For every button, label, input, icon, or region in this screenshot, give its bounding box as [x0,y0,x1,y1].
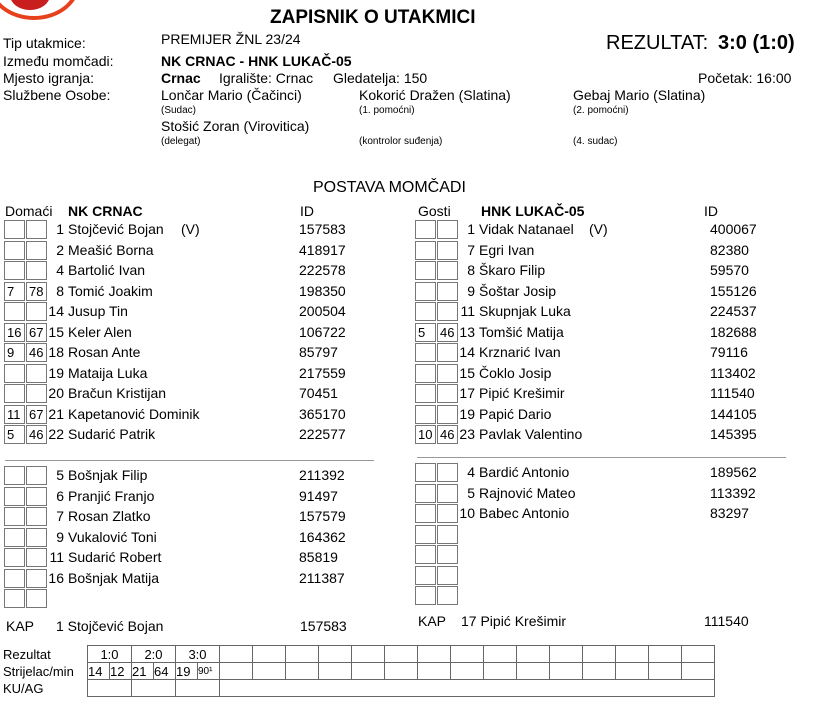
home-bench-id: 85819 [299,549,338,565]
away-bench-box-1 [415,525,436,544]
home-player-name: Kapetanović Dominik [68,405,200,422]
result-label: REZULTAT: [606,32,709,54]
home-bench-box-1 [4,548,25,567]
home-player-tag: (V) [181,221,200,237]
away-player-number: 7 [467,241,475,258]
result-value: 3:0 (1:0) [718,32,795,54]
home-sub-minute-box [4,384,25,403]
away-sub-minute-box: 5 [415,323,436,342]
home-player-number: 18 [48,344,64,360]
away-player-name: Pipić Krešimir [479,385,565,401]
away-bench-id: 83297 [710,505,749,521]
home-bench-number [34,589,64,608]
home-player-number: 22 [48,426,64,442]
home-player-name: Keler Alen [68,323,132,340]
away-player-name: Čoklo Josip [479,364,552,381]
delegate-name: Stošić Zoran (Virovitica) [161,118,310,134]
away-bench-number [445,586,475,605]
away-player-id: 59570 [710,262,749,278]
away-player-number: 11 [460,303,475,319]
score-cell: 3:0 [176,646,220,663]
away-bench-name: Babec Antonio [479,505,570,521]
home-sub-number-box: 67 [26,405,47,424]
home-bench-name: Vukalović Toni [68,528,157,545]
away-bench-number [445,525,475,544]
home-player-name: Meašić Borna [68,241,154,258]
score-cell: 2:0 [132,646,176,663]
home-player-id: 365170 [299,405,346,422]
away-sub-minute-box [415,405,436,424]
home-player-id: 70451 [299,385,338,401]
away-bench-box-1 [415,566,436,585]
away-bench-box-1 [415,586,436,605]
home-player-id: 418917 [299,241,346,258]
away-player-name: Šoštar Josip [479,282,557,299]
home-bench-box-1 [4,466,25,485]
away-sub-minute-box: 10 [415,425,436,444]
away-sub-minute-box [415,364,436,383]
home-bench-number: 11 [49,549,64,565]
home-player-number: 14 [48,303,64,319]
home-player-name: Stojčević Bojan [68,221,164,237]
away-player-id: 400067 [710,221,757,237]
home-player-id: 157583 [299,221,346,237]
home-bench-name: Sudarić Robert [68,549,162,565]
away-player-number: 15 [459,364,475,381]
away-player-number: 1 [467,221,475,237]
home-player-name: Mataija Luka [68,364,148,381]
home-bench-name: Bošnjak Filip [68,467,148,483]
home-bench-box-1 [4,528,25,547]
home-sub-minute-box: 7 [4,282,25,301]
scorer-cell: 14 [88,663,110,680]
away-bench-number: 10 [459,505,475,521]
home-player-id: 222577 [299,426,346,442]
home-bench-box-1 [4,589,25,608]
home-player-name: Tomić Joakim [68,282,153,299]
home-player-number: 8 [56,282,64,299]
away-bench-number: 5 [467,484,475,501]
away-side-label: Gosti [418,203,451,219]
away-bench-box-1 [415,463,436,482]
home-sub-number-box: 46 [26,425,47,444]
away-sub-minute-box [415,282,436,301]
home-player-number: 20 [48,385,64,401]
place-label: Mjesto igranja: [3,70,95,86]
home-player-number: 15 [48,323,64,340]
assistant2-name: Gebaj Mario (Slatina) [573,87,706,103]
away-bench-box-1 [415,484,436,503]
referee-name: Lončar Mario (Čačinci) [161,87,302,103]
assistant1-role: (1. pomoćni) [359,105,415,116]
minute-cell: 64 [154,663,176,680]
home-player-id: 106722 [299,323,346,340]
away-player-name: Egri Ivan [479,241,535,258]
away-bench-number: 4 [467,464,475,480]
away-sub-minute-box [415,220,436,239]
spectators: Gledatelja: 150 [333,70,428,86]
away-bench-name: Bardić Antonio [479,464,570,480]
home-player-id: 217559 [299,364,346,381]
home-player-id: 198350 [299,282,346,299]
away-player-id: 144105 [710,405,757,422]
results-row-label: Rezultat [3,646,51,662]
home-sub-minute-box: 16 [4,323,25,342]
home-player-name: Rosan Ante [68,344,141,360]
match-type-label: Tip utakmice: [3,35,86,51]
away-captain: 17 Pipić Krešimir [461,613,567,629]
home-bench-box-1 [4,569,25,588]
home-player-number: 19 [48,364,64,381]
home-bench-id: 91497 [299,487,338,504]
home-player-number: 4 [56,262,64,278]
away-player-tag: (V) [589,221,608,237]
minute-cell: 12 [110,663,132,680]
away-player-number: 13 [459,323,475,340]
home-player-name: Bartolić Ivan [68,262,146,278]
away-player-id: 79116 [710,344,748,360]
minute-cell: 90¹ [198,663,220,680]
home-bench-id: 157579 [299,508,346,524]
home-bench-id: 211392 [299,467,345,483]
away-bench-box-1 [415,504,436,523]
home-bench-id: 164362 [299,528,346,545]
ku-ag-label: KU/AG [3,680,44,696]
home-player-id: 85797 [299,344,338,360]
home-sub-minute-box: 5 [4,425,25,444]
away-player-number: 14 [459,344,475,360]
away-bench-box-1 [415,545,436,564]
home-sub-minute-box: 9 [4,343,25,362]
away-bench-id: 189562 [710,464,757,480]
home-sub-minute-box [4,364,25,383]
home-captain-id: 157583 [300,618,347,634]
home-sub-minute-box [4,241,25,260]
home-sub-number-box: 46 [26,343,47,362]
away-sub-minute-box [415,343,436,362]
away-player-name: Tomšić Matija [479,323,564,340]
away-player-name: Škaro Filip [479,262,546,278]
home-divider [5,460,374,461]
home-player-number: 21 [48,405,64,422]
home-player-name: Bračun Kristijan [68,385,167,401]
home-bench-number: 9 [56,528,64,545]
scorer-cell: 19 [176,663,198,680]
away-bench-id: 113392 [710,484,756,501]
home-player-id: 200504 [299,303,346,319]
away-team-name: HNK LUKAČ-05 [481,203,585,219]
away-sub-minute-box [415,261,436,280]
home-sub-number-box: 67 [26,323,47,342]
home-sub-number-box: 78 [26,282,47,301]
home-player-name: Jusup Tin [68,303,128,319]
page-title: ZAPISNIK O UTAKMICI [270,7,476,28]
away-id-header: ID [704,203,718,219]
away-player-id: 113402 [710,364,756,381]
lineup-title: POSTAVA MOMČADI [313,179,466,196]
scorer-cell: 21 [132,663,154,680]
away-captain-label: KAP [418,613,447,629]
away-sub-minute-box [415,384,436,403]
away-captain-id: 111540 [704,613,749,629]
away-player-number: 23 [459,426,475,442]
home-bench-number: 7 [56,508,64,524]
away-player-id: 111540 [710,385,755,401]
results-table [3,645,715,697]
home-bench-box-1 [4,507,25,526]
teams-value: NK CRNAC - HNK LUKAČ-05 [161,53,352,69]
away-player-number: 19 [459,405,475,422]
away-player-name: Pavlak Valentino [479,426,583,442]
away-player-id: 182688 [710,323,757,340]
home-bench-number: 6 [56,487,64,504]
away-bench-name: Rajnović Mateo [479,484,576,501]
controller-role: (kontrolor suđenja) [359,136,443,147]
away-sub-minute-box [415,241,436,260]
start-time: Početak: 16:00 [698,70,792,86]
away-player-name: Vidak Natanael [479,221,574,237]
away-sub-number-box: 46 [437,425,458,444]
home-team-name: NK CRNAC [68,203,143,219]
home-captain: 1 Stojčević Bojan [56,618,164,634]
away-player-id: 224537 [710,303,757,319]
home-sub-minute-box [4,220,25,239]
home-player-number: 2 [56,241,64,258]
home-captain-label: KAP [6,618,35,634]
club-logo [0,0,80,20]
match-type-value: PREMIJER ŽNL 23/24 [161,31,301,47]
away-sub-number-box: 46 [437,323,458,342]
ground: Igralište: Crnac [219,70,314,86]
home-player-name: Sudarić Patrik [68,426,156,442]
away-player-number: 8 [467,262,475,278]
home-bench-name: Bošnjak Matija [68,569,160,586]
away-player-id: 82380 [710,241,749,258]
away-player-name: Papić Dario [479,405,552,422]
home-sub-minute-box: 11 [4,405,25,424]
teams-label: Između momčadi: [3,53,114,69]
home-bench-id: 211387 [299,569,345,586]
home-bench-name: Pranjić Franjo [68,487,155,504]
away-player-name: Krznarić Ivan [479,344,561,360]
assistant2-role: (2. pomoćni) [573,105,629,116]
fourth-official-role: (4. sudac) [573,136,618,147]
officials-label: Službene Osobe: [3,87,111,103]
home-id-header: ID [300,203,314,219]
away-player-number: 17 [459,385,475,401]
home-sub-minute-box [4,302,25,321]
home-player-id: 222578 [299,262,346,278]
away-bench-number [445,545,475,564]
home-bench-number: 5 [56,467,64,483]
home-bench-box-1 [4,487,25,506]
place-value: Crnac [161,70,201,86]
away-player-number: 9 [467,282,475,299]
assistant1-name: Kokorić Dražen (Slatina) [359,87,511,103]
away-player-id: 155126 [710,282,757,299]
home-bench-name: Rosan Zlatko [68,508,151,524]
away-divider [417,457,786,458]
away-player-id: 145395 [710,426,757,442]
home-bench-number: 16 [48,569,64,586]
home-player-number: 1 [56,221,64,237]
away-sub-minute-box [415,302,436,321]
referee-role: (Sudac) [161,105,197,116]
delegate-role: (delegat) [161,136,201,147]
home-side-label: Domaći [5,203,53,219]
away-player-name: Skupnjak Luka [479,303,571,319]
away-bench-number [445,566,475,585]
scorer-row-label: Strijelac/min [3,663,74,679]
score-cell: 1:0 [88,646,132,663]
home-sub-minute-box [4,261,25,280]
